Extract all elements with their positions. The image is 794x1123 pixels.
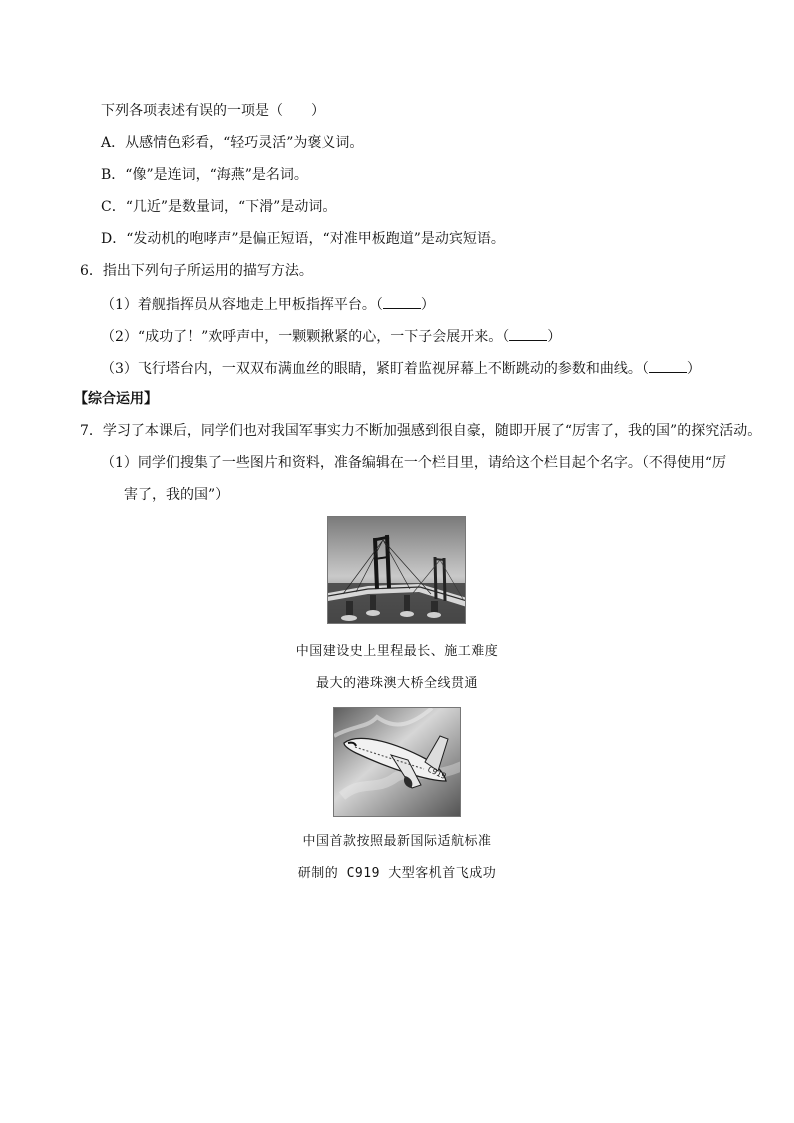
plane-mark: C919 [426, 764, 448, 781]
answer-blank[interactable] [649, 360, 687, 373]
bridge-photo [327, 516, 466, 624]
bridge-illustration [328, 517, 466, 624]
q7-sub1-line1: （1）同学们搜集了一些图片和资料，准备编辑在一个栏目里，请给这个栏目起个名字。（不得使用“厉 [101, 455, 727, 471]
airplane-photo [333, 707, 461, 817]
q6-item-2-close: ） [547, 329, 562, 345]
bridge-caption-line-2: 最大的港珠澳大桥全线贯通 [315, 676, 478, 691]
question-stem: 下列各项表述有误的一项是（ ） [101, 103, 325, 119]
airplane-caption-line-1: 中国首款按照最新国际适航标准 [302, 834, 492, 849]
q6-item-1-text: （1）着舰指挥员从容地走上甲板指挥平台。（ [101, 297, 383, 313]
q6-item-3 [101, 360, 701, 376]
q6-item-3-text: （3）飞行塔台内，一双双布满血丝的眼睛，紧盯着监视屏幕上不断跳动的参数和曲线。（ [101, 361, 649, 377]
q6-item-2 [101, 328, 561, 344]
q7-title: 7．学习了本课后，同学们也对我国军事实力不断加强感到很自豪，随即开展了“厉害了，我的国”的探究活动。 [80, 423, 762, 439]
airplane-caption-line-2: 研制的 C919 大型客机首飞成功 [297, 866, 497, 881]
q6-title: 6．指出下列句子所运用的描写方法。 [80, 263, 313, 279]
option-b: B．“像”是连词，“海燕”是名词。 [101, 167, 308, 183]
answer-blank[interactable] [383, 296, 421, 309]
airplane-illustration [334, 708, 461, 817]
q6-item-1 [101, 296, 435, 312]
q6-item-1-close: ） [420, 297, 435, 313]
answer-blank[interactable] [509, 328, 547, 341]
section-title: 【综合运用】 [74, 391, 158, 407]
option-a: A．从感情色彩看，“轻巧灵活”为褒义词。 [101, 135, 364, 151]
q6-item-2-text: （2）“成功了！”欢呼声中，一颗颗揪紧的心，一下子会展开来。（ [101, 329, 510, 345]
option-d: D．“发动机的咆哮声”是偏正短语，“对准甲板跑道”是动宾短语。 [101, 231, 505, 247]
q7-sub1-line2: 害了，我的国”） [124, 487, 230, 503]
q6-item-3-close: ） [686, 361, 701, 377]
bridge-caption-line-1: 中国建设史上里程最长、施工难度 [295, 644, 499, 659]
option-c: C．“几近”是数量词，“下滑”是动词。 [101, 199, 337, 215]
